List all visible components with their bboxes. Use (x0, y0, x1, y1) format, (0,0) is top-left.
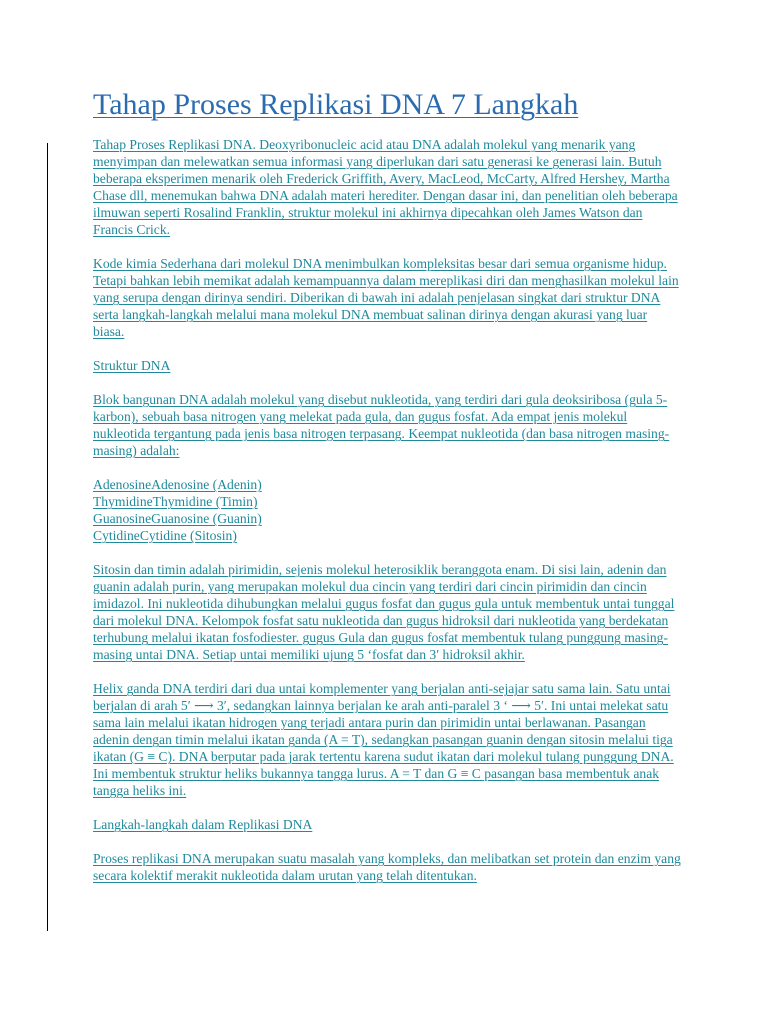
section-heading-replication-steps-link[interactable]: Langkah-langkah dalam Replikasi DNA (93, 817, 313, 832)
building-blocks-paragraph (93, 391, 681, 459)
list-item-thymidine[interactable]: ThymidineThymidine (Timin) (93, 494, 258, 509)
overview-paragraph-link[interactable]: Kode kimia Sederhana dari molekul DNA menimbulkan kompleksitas besar dari semua organisme hidup. Tetapi bahkan lebih memikat adalah kemampuannya dalam mereplikasi diri dan menghasilkan molekul lain yang serupa dengan dirinya sendiri. Diberikan di bawah ini adalah penjelasan singkat dari struktur DNA serta langkah-langkah melalui mana molekul DNA membuat salinan dirinya dengan akurasi yang luar biasa. (93, 256, 679, 339)
list-item-cytidine[interactable]: CytidineCytidine (Sitosin) (93, 528, 237, 543)
pyrimidine-purine-paragraph (93, 561, 681, 663)
nucleotide-list (93, 476, 681, 544)
replication-process-paragraph (93, 850, 681, 884)
section-heading-replication-steps (93, 816, 681, 833)
double-helix-paragraph-link[interactable]: Helix ganda DNA terdiri dari dua untai komplementer yang berjalan anti-sejajar satu sama lain. Satu untai berjalan di arah 5′ ⟶ 3′, sedangkan lainnya berjalan ke arah anti-paralel 3 ‘ ⟶ 5′. Ini untai melekat satu sama lain melalui ikatan hidrogen yang terjadi antara purin dan pirimidin untai berlawanan. Pasangan adenin dengan timin melalui ikatan ganda (A = T), sedangkan pasangan guanin dengan sitosin melalui tiga ikatan (G ≡ C). DNA berputar pada jarak tertentu karena sudut ikatan dari molekul tulang punggung DNA. Ini membentuk struktur heliks bukannya tangga lurus. A = T dan G ≡ C pasangan basa membentuk anak tangga heliks ini. (93, 681, 674, 798)
building-blocks-paragraph-link[interactable]: Blok bangunan DNA adalah molekul yang disebut nukleotida, yang terdiri dari gula deoksiribosa (gula 5-karbon), sebuah basa nitrogen yang melekat pada gula, dan gugus fosfat. Ada empat jenis molekul nukleotida tergantung pada jenis basa nitrogen terpasang. Keempat nukleotida (dan basa nitrogen masing-masing) adalah: (93, 392, 670, 458)
left-margin-rule (47, 143, 48, 931)
intro-paragraph (93, 136, 681, 238)
overview-paragraph (93, 255, 681, 340)
section-heading-structure (93, 357, 681, 374)
section-heading-structure-link[interactable]: Struktur DNA (93, 358, 171, 373)
list-item-guanosine[interactable]: GuanosineGuanosine (Guanin) (93, 511, 262, 526)
pyrimidine-purine-paragraph-link[interactable]: Sitosin dan timin adalah pirimidin, sejenis molekul heterosiklik beranggota enam. Di sisi lain, adenin dan guanin adalah purin, yang merupakan molekul dua cincin yang terdiri dari cincin pirimidin dan cincin imidazol. Ini nukleotida dihubungkan melalui gugus fosfat dan gugus gula untuk membentuk untai tunggal dari molekul DNA. Kelompok fosfat satu nukleotida dan gugus hidroksil dari nukleotida yang berdekatan terhubung melalui ikatan fosfodiester. gugus Gula dan gugus fosfat membentuk tulang punggung masing-masing untai DNA. Setiap untai memiliki ujung 5 ‘fosfat dan 3′ hidroksil akhir. (93, 562, 675, 662)
article-body (93, 136, 681, 901)
page-title[interactable]: Tahap Proses Replikasi DNA 7 Langkah (93, 88, 579, 121)
replication-process-paragraph-link[interactable]: Proses replikasi DNA merupakan suatu masalah yang kompleks, dan melibatkan set protein dan enzim yang secara kolektif merakit nukleotida dalam urutan yang telah ditentukan. (93, 851, 681, 883)
double-helix-paragraph (93, 680, 681, 799)
list-item-adenosine[interactable]: AdenosineAdenosine (Adenin) (93, 477, 262, 492)
intro-paragraph-link[interactable]: Tahap Proses Replikasi DNA. Deoxyribonucleic acid atau DNA adalah molekul yang menarik yang menyimpan dan melewatkan semua informasi yang diperlukan dari satu generasi ke generasi lain. Butuh beberapa eksperimen menarik oleh Frederick Griffith, Avery, MacLeod, McCarty, Alfred Hershey, Martha Chase dll, menemukan bahwa DNA adalah materi herediter. Dengan dasar ini, dan penelitian oleh beberapa ilmuwan seperti Rosalind Franklin, struktur molekul ini akhirnya dipecahkan oleh James Watson dan Francis Crick. (93, 137, 678, 237)
